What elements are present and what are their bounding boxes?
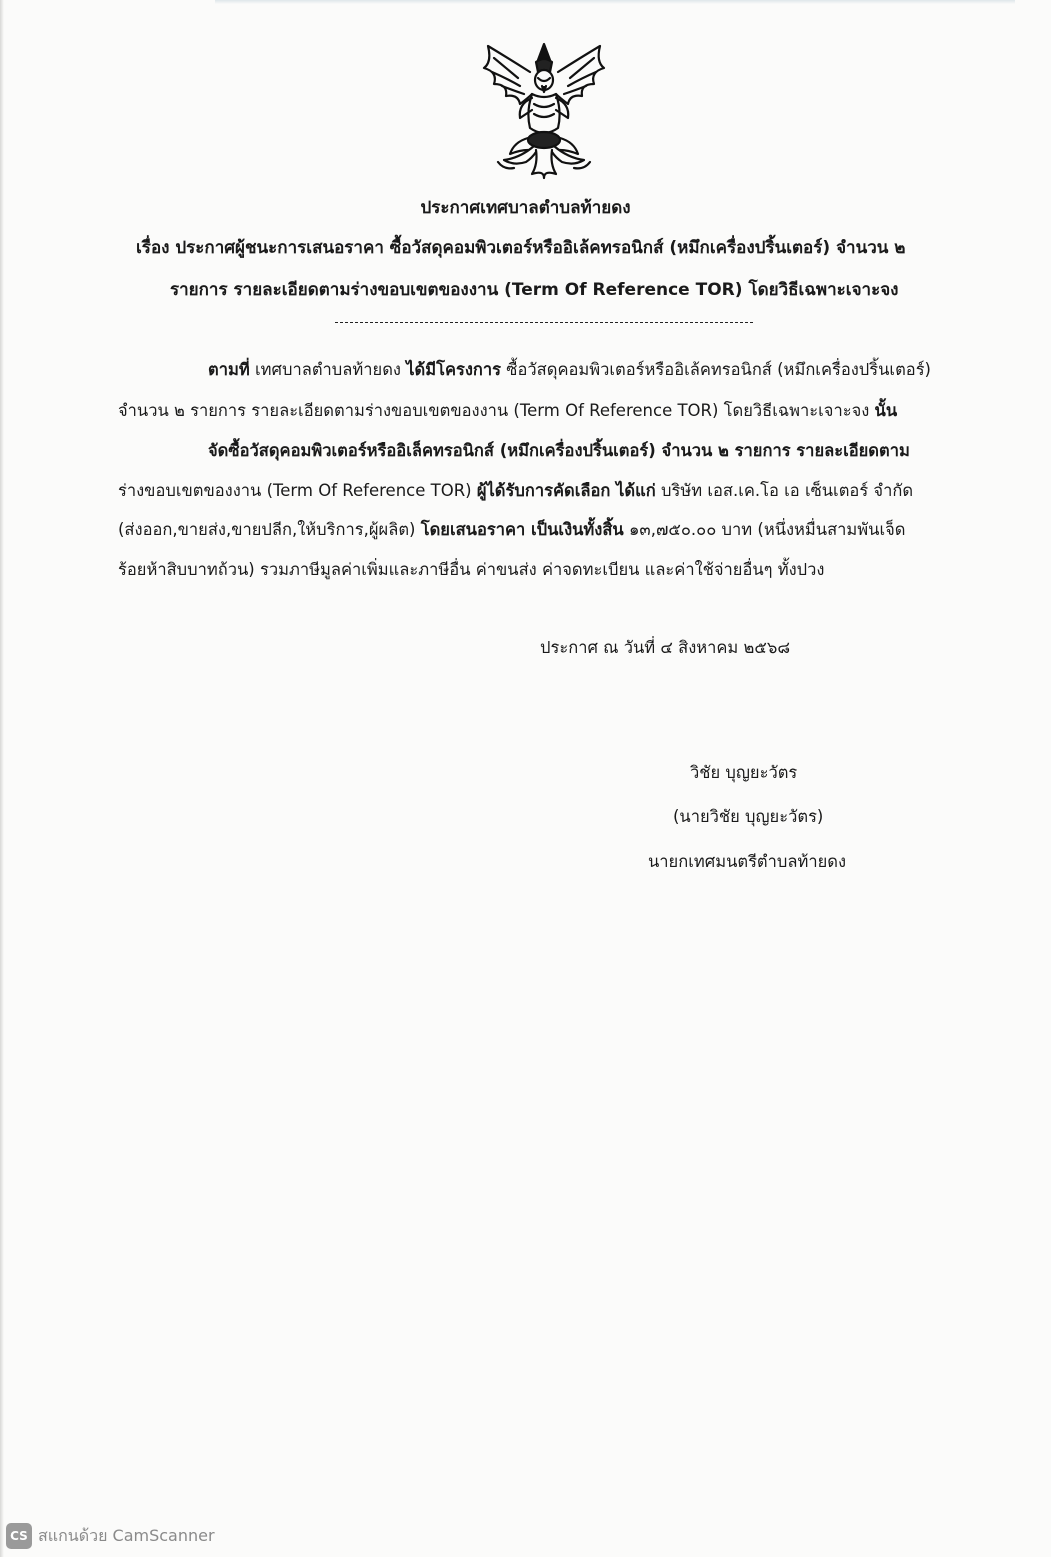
body-line-1 — [208, 358, 931, 382]
body-text-bold: นั้น — [874, 401, 898, 420]
page-left-edge — [0, 0, 4, 1557]
signatory-full-name: (นายวิชัย บุญยะวัตร) — [673, 807, 824, 826]
body-line-6: ร้อยห้าสิบบาทถ้วน) รวมภาษีมูลค่าเพิ่มและภาษีอื่น ค่าขนส่ง ค่าจดทะเบียน และค่าใช้จ่ายอื่นๆ ทั้งปวง — [118, 560, 825, 579]
subject-line-1: เรื่อง ประกาศผู้ชนะการเสนอราคา ซื้อวัสดุคอมพิวเตอร์หรืออิเล้คทรอนิกส์ (หมึกเครื่องปริ้นเตอร์) จำนวน ๒ — [136, 238, 906, 258]
body-text: บริษัท เอส.เค.โอ เอ เซ็นเตอร์ จำกัด — [655, 481, 914, 500]
body-text-bold: ได้มีโครงการ — [406, 360, 502, 379]
camscanner-logo-icon: CS — [6, 1523, 32, 1549]
body-line-3: จัดซื้อวัสดุคอมพิวเตอร์หรืออิเล็คทรอนิกส์ (หมึกเครื่องปริ้นเตอร์) จำนวน ๒ รายการ รายละเอียดตาม — [208, 441, 910, 460]
body-text-bold: โดยเสนอราคา เป็นเงินทั้งสิ้น — [420, 520, 624, 539]
body-text: จำนวน ๒ รายการ รายละเอียดตามร่างขอบเขตของงาน (Term Of Reference TOR) โดยวิธีเฉพาะเจาะจง — [118, 401, 875, 420]
body-text-bold: ตามที่ — [208, 360, 250, 379]
body-text-bold: ผู้ได้รับการคัดเลือก ได้แก่ — [476, 481, 656, 500]
body-line-5 — [118, 518, 905, 542]
announcement-date: ประกาศ ณ วันที่ ๔ สิงหาคม ๒๕๖๘ — [540, 638, 791, 657]
body-line-2 — [118, 399, 897, 423]
body-text: ร่างขอบเขตของงาน (Term Of Reference TOR) — [118, 481, 477, 500]
body-text: ๑๓,๗๕๐.๐๐ บาท (หนึ่งหมื่นสามพันเจ็ด — [623, 520, 906, 539]
document-header — [0, 196, 1051, 220]
divider-line — [335, 322, 753, 323]
body-text: ซื้อวัสดุคอมพิวเตอร์หรืออิเล้คทรอนิกส์ (หมึกเครื่องปริ้นเตอร์) — [501, 360, 931, 379]
organization-title: ประกาศเทศบาลตำบลท้ายดง — [420, 198, 631, 218]
body-text: เทศบาลตำบลท้ายดง — [249, 360, 407, 379]
signatory-position: นายกเทศมนตรีตำบลท้ายดง — [648, 852, 847, 871]
signature-name: วิชัย บุญยะวัตร — [690, 763, 798, 782]
camscanner-watermark — [6, 1523, 215, 1549]
body-text: (ส่งออก,ขายส่ง,ขายปลีก,ให้บริการ,ผู้ผลิต) — [118, 520, 421, 539]
subject-line-2: รายการ รายละเอียดตามร่างขอบเขตของงาน (Term Of Reference TOR) โดยวิธีเฉพาะเจาะจง — [170, 280, 899, 300]
garuda-emblem-icon — [474, 38, 614, 180]
body-line-4 — [118, 479, 913, 503]
scan-artifact — [215, 0, 1015, 4]
watermark-text: สแกนด้วย CamScanner — [38, 1525, 215, 1545]
